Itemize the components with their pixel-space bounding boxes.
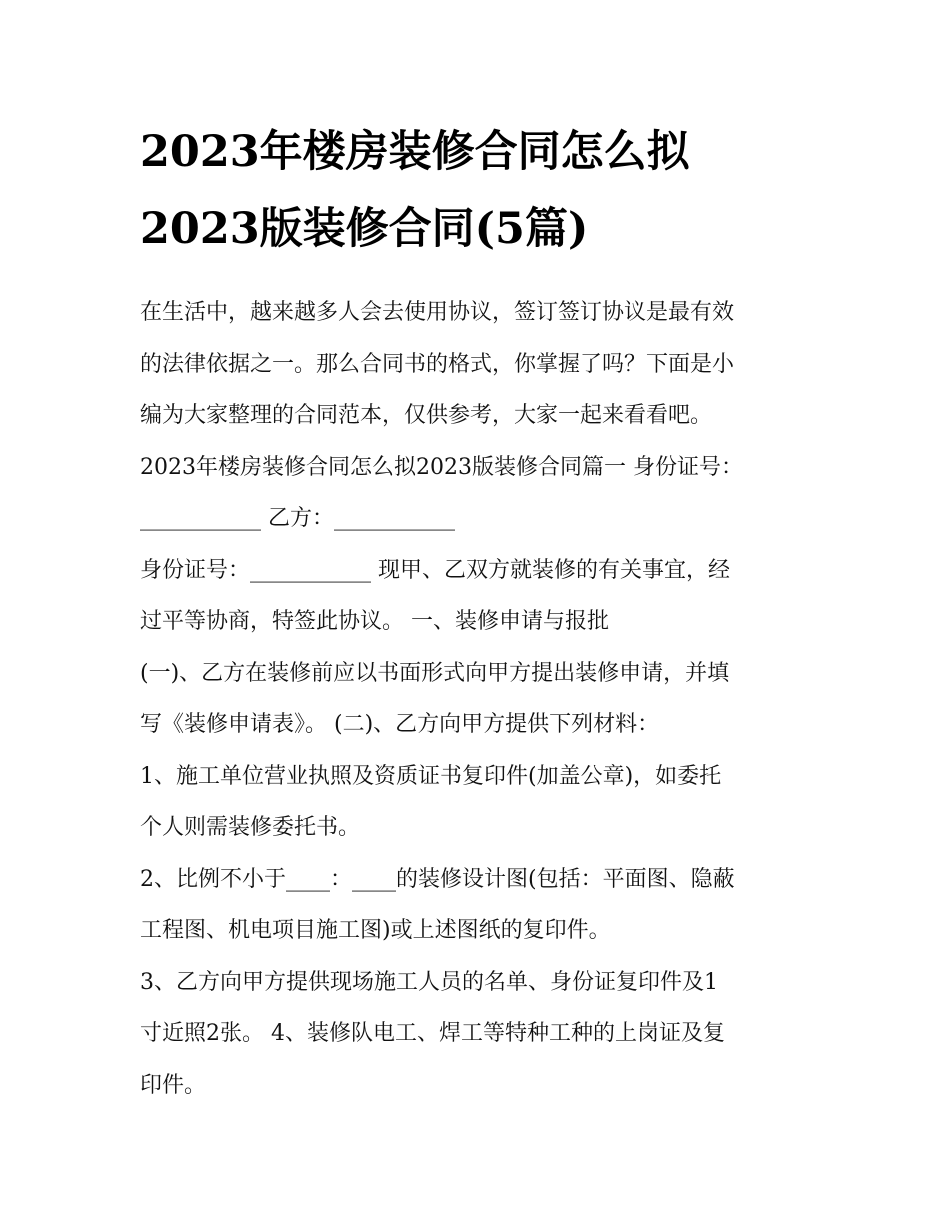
body-line: 3、乙方向甲方提供现场施工人员的名单、身份证复印件及1 [140, 969, 718, 995]
document-body [140, 287, 820, 1111]
body-line: 印件。 [140, 1072, 207, 1098]
body-line: 过平等协商，特签此协议。 一、装修申请与报批 [140, 609, 609, 634]
body-line: 2、比例不小于____：____的装修设计图(包括：平面图、隐蔽 [140, 866, 735, 892]
body-line: 在生活中，越来越多人会去使用协议，签订签订协议是最有效 [140, 300, 735, 325]
title-line-1: 2023年楼房装修合同怎么拟 [140, 127, 690, 177]
body-line: 工程图、机电项目施工图)或上述图纸的复印件。 [140, 918, 611, 943]
body-line: 身份证号：___________ 现甲、乙双方就装修的有关事宜，经 [140, 557, 730, 583]
document-title [140, 114, 820, 268]
body-line: 的法律依据之一。那么合同书的格式，你掌握了吗？下面是小 [140, 351, 735, 377]
body-line: 2023年楼房装修合同怎么拟2023版装修合同篇一 身份证号： [140, 454, 743, 480]
body-line: 1、施工单位营业执照及资质证书复印件(加盖公章)，如委托 [140, 763, 722, 789]
body-line: 寸近照2张。 4、装修队电工、焊工等特种工种的上岗证及复 [140, 1021, 725, 1046]
body-line: ___________ 乙方：___________ [140, 506, 455, 531]
body-line: 个人则需装修委托书。 [140, 815, 361, 840]
body-line: 写《装修申请表》。 (二)、乙方向甲方提供下列材料： [140, 712, 660, 737]
document-content [140, 114, 820, 1111]
body-line: (一)、乙方在装修前应以书面形式向甲方提出装修申请，并填 [140, 660, 730, 686]
title-line-2: 2023版装修合同(5篇) [140, 204, 589, 254]
body-line: 编为大家整理的合同范本，仅供参考，大家一起来看看吧。 [140, 403, 713, 428]
